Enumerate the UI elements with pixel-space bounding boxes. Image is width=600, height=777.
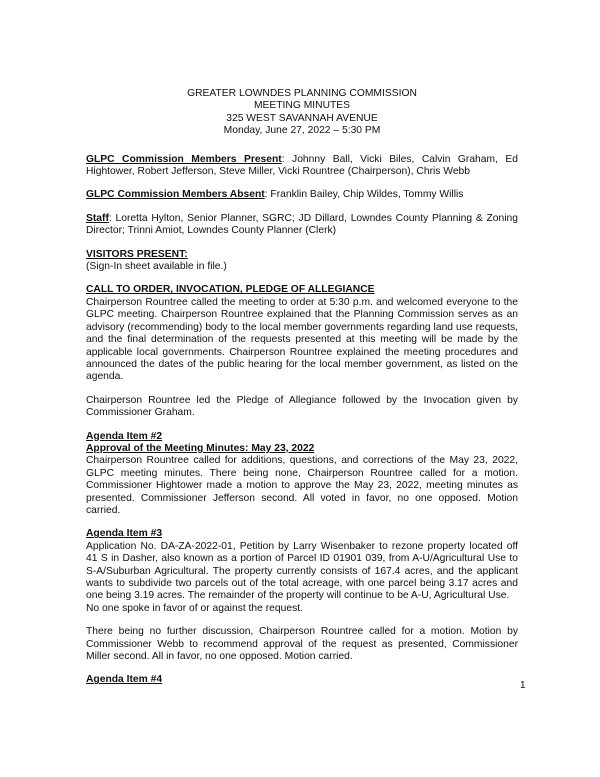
members-absent [86, 189, 518, 201]
call-to-order-para2: Chairperson Rountree led the Pledge of Allegiance followed by the Invocation given by Commissioner Graham. [86, 394, 518, 419]
call-to-order-title: CALL TO ORDER, INVOCATION, PLEDGE OF ALLEGIANCE [86, 284, 375, 296]
item2-title: Agenda Item #2 [86, 430, 163, 442]
item4-title: Agenda Item #4 [86, 674, 163, 686]
agenda-item-2 [86, 431, 518, 518]
meeting-date: Monday, June 27, 2022 – 5:30 PM [223, 125, 381, 137]
address: 325 WEST SAVANNAH AVENUE [226, 112, 378, 124]
visitors-section [86, 249, 518, 274]
members-present-label: GLPC Commission Members Present [86, 153, 282, 165]
item3-title: Agenda Item #3 [86, 528, 163, 540]
item2-subtitle: Approval of the Meeting Minutes: May 23, 2022 [86, 442, 315, 454]
page-number: 1 [520, 680, 526, 691]
document-header [86, 88, 518, 138]
call-to-order-section [86, 284, 518, 383]
staff-label: Staff [86, 212, 109, 224]
agenda-item-3 [86, 528, 518, 615]
staff [86, 213, 518, 238]
item3-text2: No one spoke in favor of or against the request. [86, 602, 303, 614]
members-absent-label: GLPC Commission Members Absent [86, 189, 265, 201]
item3-motion: There being no further discussion, Chairperson Rountree called for a motion. Motion by Commissioner Webb to recommend approval of the request as presented, Commissioner Miller second. All in favor, no one opposed. Motion carried. [86, 626, 518, 663]
staff-text: : Loretta Hylton, Senior Planner, SGRC; JD Dillard, Lowndes County Planning & Zoning Director; Trinni Amiot, Lowndes County Planner (Clerk) [86, 212, 518, 237]
minutes-page [86, 88, 518, 687]
members-present [86, 154, 518, 179]
members-absent-text: : Franklin Bailey, Chip Wildes, Tommy Willis [264, 189, 464, 201]
members-present-text: : Johnny Ball, Vicki Biles, Calvin Graham, Ed Hightower, Robert Jefferson, Steve Miller, Vicki Rountree (Chairperson), Chris Webb [86, 153, 518, 178]
document-title: MEETING MINUTES [253, 100, 351, 112]
visitors-title: VISITORS PRESENT: [86, 248, 188, 260]
call-to-order-para1: Chairperson Rountree called the meeting to order at 5:30 p.m. and welcomed everyone to the GLPC meeting. Chairperson Rountree explained that the Planning Commission serves as an advisory (recommending) body to the local member governments regarding land use requests, and the final determination of the requests presented at this meeting will be made by the applicable local governments. Chairperson Rountree explained the meeting procedures and announced the dates of the public hearing for the local member government, as listed on the agenda. [86, 296, 518, 383]
visitors-text: (Sign-In sheet available in file.) [86, 261, 227, 273]
item3-text: Application No. DA-ZA-2022-01, Petition by Larry Wisenbaker to rezone property located off 41 S in Dasher, also known as a portion of Parcel ID 01901 039, from A-U/Agricultural Use to S-A/Suburban Agricultural. The property currently consists of 167.4 acres, and the applicant wants to subdivide two parcels out of the total acreage, with one parcel being 3.17 acres and one being 3.19 acres. The remainder of the property will continue to be A-U, Agricultural Use. [86, 540, 518, 602]
item2-text: Chairperson Rountree called for additions, questions, and corrections of the May 23, 2022, GLPC meeting minutes. There being none, Chairperson Rountree called for a motion. Commissioner Hightower made a motion to approve the May 23, 2022, meeting minutes as presented. Commissioner Jefferson second. All voted in favor, no one opposed. Motion carried. [86, 455, 518, 516]
org-name: GREATER LOWNDES PLANNING COMMISSION [187, 88, 417, 99]
